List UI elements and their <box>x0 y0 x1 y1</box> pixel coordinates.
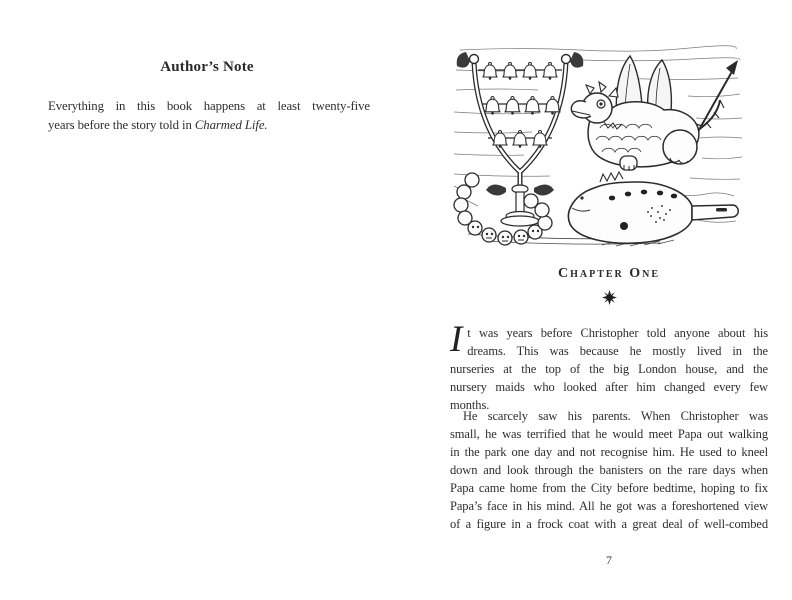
text-line: t was years before Christopher told anyone about his <box>467 326 768 340</box>
text-line: He scarcely saw his parents. When Christopher was <box>463 409 768 423</box>
bell-chime-stand <box>457 52 584 226</box>
text-line: of a figure in a frock coat with a great deal of well-combed <box>450 517 768 531</box>
paragraph-one <box>450 319 768 414</box>
page-number: 7 <box>606 553 612 567</box>
text-line: Everything in this book happens at least twenty-five <box>48 99 370 113</box>
dragon-figure <box>571 56 724 171</box>
text-line: Papa came home from the City before bedtime, hoping to fix <box>450 481 768 495</box>
tassel-icon <box>457 52 470 68</box>
book-title-reference: Charmed Life. <box>194 117 268 132</box>
authors-note-text <box>48 97 370 134</box>
text-line: small, he was terrified that he would meet Papa out walking <box>450 427 768 441</box>
note-line2-regular: years before the story told in <box>48 117 195 132</box>
text-line: Papa’s face in his mind. All he got was a foreshortened view <box>450 499 768 513</box>
drop-cap: I <box>450 319 463 360</box>
text-line: dreams. This was because he mostly lived in the <box>467 344 768 358</box>
text-line: nurseries at the top of the big London house, and the <box>450 362 768 376</box>
right-page <box>396 0 792 600</box>
text-line <box>48 116 370 135</box>
paragraph-two <box>450 407 768 533</box>
chapter-heading: Chapter One <box>557 266 661 281</box>
text-line: down and look through the banisters on the rare days when <box>450 463 768 477</box>
tassel-icon <box>570 52 583 68</box>
ocarina <box>568 172 738 243</box>
text-line: in the park one day and not recognise him. He used to kneel <box>450 445 768 459</box>
chapter-illustration <box>452 30 744 248</box>
authors-note-title: Author’s Note <box>160 59 254 75</box>
star-ornament-icon <box>450 290 768 306</box>
text-line: nursery maids who looked after him changed every few <box>450 380 768 394</box>
text-line: months. <box>450 398 490 412</box>
